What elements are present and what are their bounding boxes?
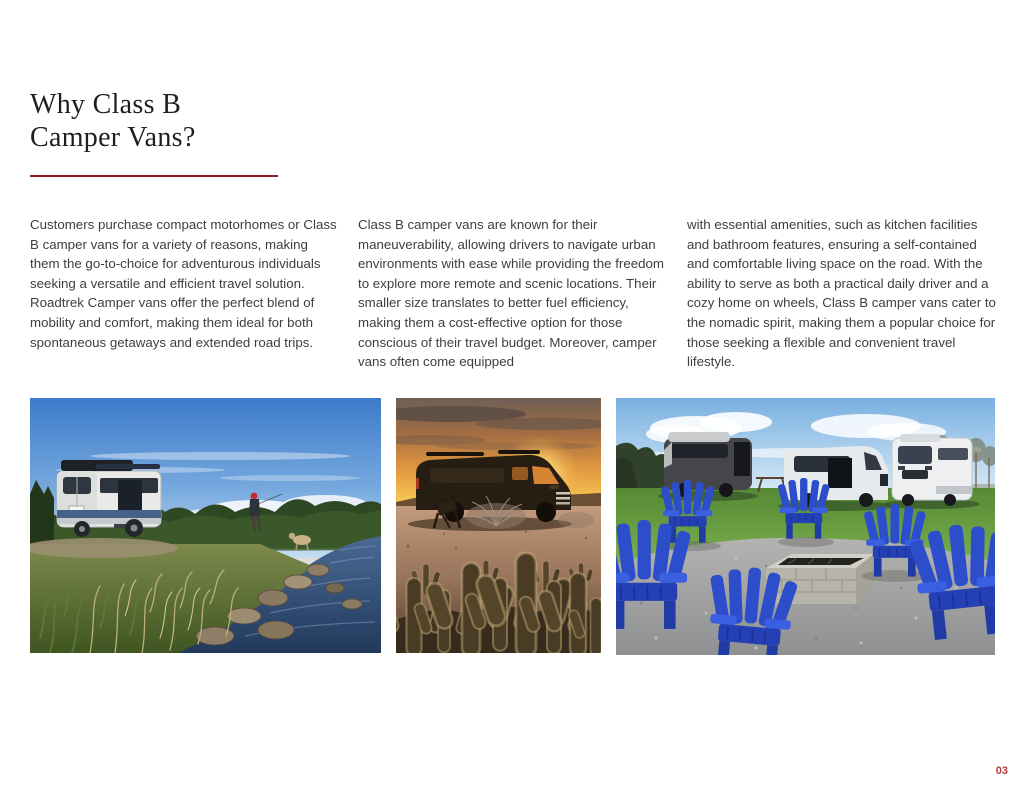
lakeside-illustration — [30, 398, 381, 653]
campground-illustration — [616, 398, 995, 655]
campervan-desert-sunset-photo — [396, 398, 601, 653]
campervan-lakeside-photo — [30, 398, 381, 653]
accent-rule — [30, 175, 278, 177]
body-column-3: with essential amenities, such as kitchen facilities and bathroom features, ensuring a self-contained and comfortable living space on the road. With the ability to serve as both a practical daily driver and a cozy home on wheels, Class B camper vans cater to the nomadic spirit, making them a popular choice for those seeking a flexible and convenient travel lifestyle. — [687, 217, 996, 370]
page-title-line1: Why Class B — [30, 89, 182, 120]
page-title — [30, 88, 196, 154]
white-rv — [884, 434, 980, 509]
desert-sunset-illustration — [396, 398, 601, 653]
body-column-1: Customers purchase compact motorhomes or Class B camper vans for a variety of reasons, making them the go-to-choice for adventurous individuals seeking a versatile and efficient travel solution. Roadtrek Camper vans offer the perfect blend of mobility and comfort, making them ideal for both spontaneous getaways and extended road trips. — [30, 217, 337, 350]
white-campervan — [57, 460, 161, 537]
campervans-firepit-blue-chairs-photo — [616, 398, 995, 655]
page-title-line2: Camper Vans? — [30, 122, 196, 153]
body-column-2: Class B camper vans are known for their maneuverability, allowing drivers to navigate urban environments with ease while providing the freedom to explore more remote and scenic locations. Their smaller size translates to better fuel efficiency, making them a cost-effective option for those conscious of their travel budget. Moreover, camper vans often come equipped — [358, 217, 664, 370]
page-number: 03 — [995, 765, 1008, 777]
